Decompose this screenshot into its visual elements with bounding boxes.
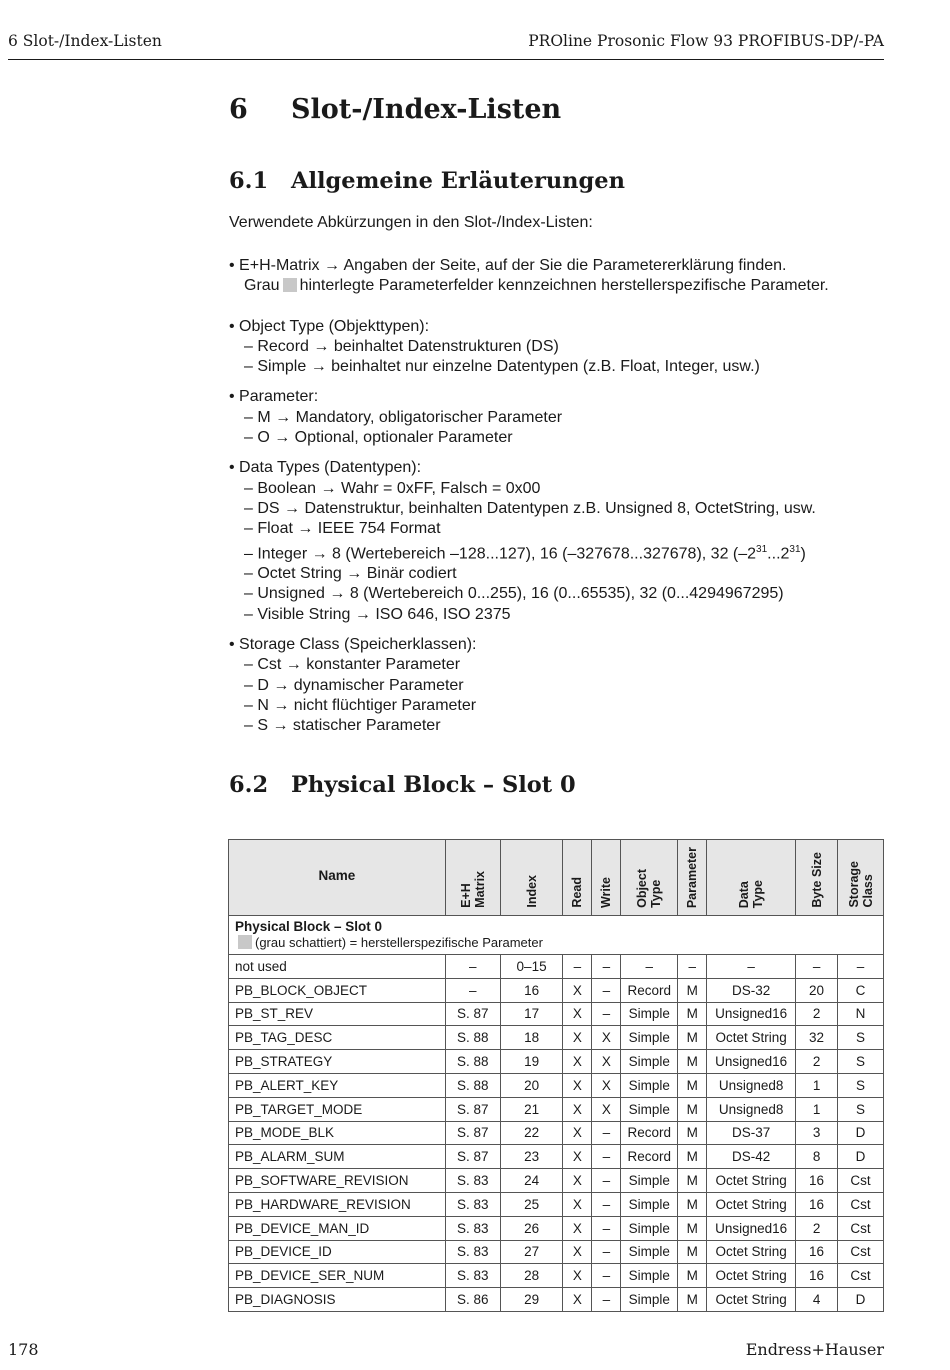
cell-parameter: M — [678, 978, 707, 1002]
section-title-6-2 — [229, 772, 576, 798]
table-section-title: Physical Block – Slot 0 — [235, 919, 383, 934]
table-row — [229, 1050, 884, 1074]
cell-write: X — [592, 1050, 621, 1074]
bullet-title: • Parameter: — [229, 388, 319, 406]
cell-name: PB_DIAGNOSIS — [229, 1288, 446, 1312]
abbreviation-list — [229, 256, 889, 747]
cell-index: 0–15 — [500, 955, 563, 979]
cell-index: 22 — [500, 1121, 563, 1145]
bullet-matrix — [229, 256, 889, 297]
cell-index: 24 — [500, 1169, 563, 1193]
chapter-title — [229, 94, 561, 125]
cell-parameter: – — [678, 955, 707, 979]
bullet-item: – Unsigned → 8 (Wertebereich 0...255), 16 (0...65535), 32 (0...4294967295) — [244, 585, 784, 603]
cell-byte-size: 16 — [796, 1192, 838, 1216]
cell-read: X — [563, 1264, 592, 1288]
bullet-item-integer — [229, 540, 889, 565]
cell-read: X — [563, 1026, 592, 1050]
cell-object-type: Simple — [621, 1097, 678, 1121]
cell-object-type: – — [621, 955, 678, 979]
bullet-title: • Data Types (Datentypen): — [229, 459, 422, 477]
cell-name: PB_BLOCK_OBJECT — [229, 978, 446, 1002]
grau-label: Grau — [244, 277, 280, 295]
intro-text: Verwendete Abkürzungen in den Slot-/Index-Listen: — [229, 214, 593, 231]
col-header-storage-class: Storage Class — [838, 840, 884, 916]
chapter-number: 6 — [229, 94, 248, 125]
cell-parameter: M — [678, 1073, 707, 1097]
cell-data-type: Unsigned8 — [707, 1073, 796, 1097]
bullet-data-types — [229, 458, 889, 625]
cell-object-type: Record — [621, 1145, 678, 1169]
cell-object-type: Simple — [621, 1288, 678, 1312]
cell-storage-class: S — [838, 1050, 884, 1074]
cell-byte-size: 1 — [796, 1073, 838, 1097]
cell-name: PB_MODE_BLK — [229, 1121, 446, 1145]
header-chapter: 6 Slot-/Index-Listen — [8, 32, 162, 50]
section-number: 6.1 — [229, 168, 269, 194]
cell-storage-class: S — [838, 1073, 884, 1097]
bullet-item: – Cst → konstanter Parameter — [244, 656, 461, 674]
header-product: PROline Prosonic Flow 93 PROFIBUS-DP/-PA — [528, 32, 884, 50]
col-header-matrix: E+H Matrix — [445, 840, 500, 916]
cell-byte-size: 8 — [796, 1145, 838, 1169]
integer-prefix: – Integer → 8 (Wertebereich –128...127), 16 (–327678...327678), 32 (–2 — [244, 544, 757, 562]
cell-read: X — [563, 1145, 592, 1169]
cell-write: X — [592, 1026, 621, 1050]
cell-byte-size: 1 — [796, 1097, 838, 1121]
table-row — [229, 1169, 884, 1193]
cell-index: 17 — [500, 1002, 563, 1026]
cell-read: X — [563, 1121, 592, 1145]
cell-storage-class: Cst — [838, 1169, 884, 1193]
bullet-item: – Float → IEEE 754 Format — [244, 520, 441, 538]
bullet-item: – N → nicht flüchtiger Parameter — [244, 696, 477, 714]
cell-matrix: S. 87 — [445, 1145, 500, 1169]
cell-index: 25 — [500, 1192, 563, 1216]
cell-storage-class: – — [838, 955, 884, 979]
cell-data-type: Unsigned16 — [707, 1050, 796, 1074]
cell-byte-size: 16 — [796, 1169, 838, 1193]
col-header-write: Write — [592, 840, 621, 916]
cell-matrix: – — [445, 978, 500, 1002]
cell-write: – — [592, 1216, 621, 1240]
cell-index: 18 — [500, 1026, 563, 1050]
bullet-item: – Octet String → Binär codiert — [244, 565, 457, 583]
col-header-read: Read — [563, 840, 592, 916]
cell-index: 23 — [500, 1145, 563, 1169]
cell-read: X — [563, 1169, 592, 1193]
cell-object-type: Simple — [621, 1169, 678, 1193]
cell-name: PB_STRATEGY — [229, 1050, 446, 1074]
integer-exp1: 31 — [756, 543, 768, 555]
col-header-data-type: Data Type — [707, 840, 796, 916]
cell-index: 26 — [500, 1216, 563, 1240]
cell-data-type: Octet String — [707, 1240, 796, 1264]
section-number: 6.2 — [229, 772, 269, 798]
cell-object-type: Simple — [621, 1073, 678, 1097]
slot-index-table — [228, 839, 884, 1312]
cell-data-type: Unsigned16 — [707, 1002, 796, 1026]
cell-parameter: M — [678, 1192, 707, 1216]
table-row — [229, 1240, 884, 1264]
cell-write: – — [592, 1288, 621, 1312]
cell-data-type: Unsigned16 — [707, 1216, 796, 1240]
cell-name: not used — [229, 955, 446, 979]
cell-matrix: S. 83 — [445, 1216, 500, 1240]
bullet-item: – D → dynamischer Parameter — [244, 676, 464, 694]
col-header-parameter: Parameter — [678, 840, 707, 916]
section-title-6-1 — [229, 168, 625, 194]
cell-matrix: S. 83 — [445, 1169, 500, 1193]
cell-storage-class: Cst — [838, 1216, 884, 1240]
cell-parameter: M — [678, 1288, 707, 1312]
cell-storage-class: D — [838, 1121, 884, 1145]
cell-name: PB_DEVICE_SER_NUM — [229, 1264, 446, 1288]
cell-parameter: M — [678, 1050, 707, 1074]
bullet-item: – Simple → beinhaltet nur einzelne Datentypen (z.B. Float, Integer, usw.) — [244, 358, 760, 376]
cell-byte-size: 16 — [796, 1240, 838, 1264]
col-header-object-type: Object Type — [621, 840, 678, 916]
cell-object-type: Simple — [621, 1264, 678, 1288]
bullet-parameter — [229, 387, 889, 448]
brand-logo: Endress+Hauser — [745, 1340, 884, 1359]
gray-swatch-icon — [238, 935, 252, 949]
cell-matrix: S. 87 — [445, 1121, 500, 1145]
cell-read: X — [563, 1002, 592, 1026]
cell-storage-class: D — [838, 1145, 884, 1169]
cell-parameter: M — [678, 1169, 707, 1193]
table-row — [229, 1145, 884, 1169]
cell-data-type: Octet String — [707, 1192, 796, 1216]
cell-matrix: S. 87 — [445, 1097, 500, 1121]
section-title-text: Allgemeine Erläuterungen — [291, 168, 625, 194]
bullet-item: – O → Optional, optionaler Parameter — [244, 429, 513, 447]
cell-index: 16 — [500, 978, 563, 1002]
cell-matrix: S. 88 — [445, 1026, 500, 1050]
cell-data-type: DS-32 — [707, 978, 796, 1002]
cell-storage-class: S — [838, 1097, 884, 1121]
cell-index: 29 — [500, 1288, 563, 1312]
bullet-storage-class — [229, 635, 889, 736]
cell-matrix: S. 86 — [445, 1288, 500, 1312]
cell-byte-size: – — [796, 955, 838, 979]
table-section-note: (grau schattiert) = herstellerspezifische Parameter — [235, 935, 877, 951]
cell-parameter: M — [678, 1240, 707, 1264]
bullet-title: • Object Type (Objekttypen): — [229, 317, 430, 335]
cell-write: – — [592, 1145, 621, 1169]
cell-name: PB_ALARM_SUM — [229, 1145, 446, 1169]
bullet-item: – Record → beinhaltet Datenstrukturen (DS) — [244, 337, 559, 355]
cell-object-type: Record — [621, 1121, 678, 1145]
table-row — [229, 1288, 884, 1312]
cell-read: X — [563, 1073, 592, 1097]
grau-text: hinterlegte Parameterfelder kennzeichnen herstellerspezifische Parameter. — [299, 277, 829, 295]
chapter-title-text: Slot-/Index-Listen — [291, 94, 562, 125]
bullet-item: – Visible String → ISO 646, ISO 2375 — [244, 605, 511, 623]
cell-index: 28 — [500, 1264, 563, 1288]
cell-data-type: DS-37 — [707, 1121, 796, 1145]
section-title-text: Physical Block – Slot 0 — [291, 772, 576, 798]
cell-object-type: Record — [621, 978, 678, 1002]
cell-write: X — [592, 1073, 621, 1097]
cell-data-type: DS-42 — [707, 1145, 796, 1169]
cell-write: – — [592, 955, 621, 979]
cell-storage-class: Cst — [838, 1240, 884, 1264]
cell-object-type: Simple — [621, 1216, 678, 1240]
cell-byte-size: 2 — [796, 1216, 838, 1240]
cell-name: PB_HARDWARE_REVISION — [229, 1192, 446, 1216]
cell-parameter: M — [678, 1121, 707, 1145]
cell-write: – — [592, 1240, 621, 1264]
cell-write: – — [592, 1002, 621, 1026]
integer-mid: ...2 — [767, 544, 790, 562]
integer-suffix: ) — [800, 544, 806, 562]
cell-byte-size: 32 — [796, 1026, 838, 1050]
cell-name: PB_TAG_DESC — [229, 1026, 446, 1050]
cell-storage-class: N — [838, 1002, 884, 1026]
cell-data-type: Octet String — [707, 1169, 796, 1193]
cell-data-type: Octet String — [707, 1264, 796, 1288]
page-number: 178 — [8, 1340, 39, 1359]
cell-storage-class: S — [838, 1026, 884, 1050]
table-row — [229, 1216, 884, 1240]
cell-byte-size: 3 — [796, 1121, 838, 1145]
table-row — [229, 1097, 884, 1121]
cell-write: – — [592, 978, 621, 1002]
cell-byte-size: 4 — [796, 1288, 838, 1312]
cell-matrix: S. 88 — [445, 1050, 500, 1074]
cell-object-type: Simple — [621, 1240, 678, 1264]
cell-read: X — [563, 1192, 592, 1216]
table-row — [229, 978, 884, 1002]
table-section-row — [229, 916, 884, 955]
cell-byte-size: 20 — [796, 978, 838, 1002]
cell-read: X — [563, 1288, 592, 1312]
cell-matrix: – — [445, 955, 500, 979]
cell-index: 21 — [500, 1097, 563, 1121]
cell-matrix: S. 83 — [445, 1192, 500, 1216]
col-header-name: Name — [229, 840, 446, 916]
cell-byte-size: 16 — [796, 1264, 838, 1288]
cell-parameter: M — [678, 1097, 707, 1121]
table-row — [229, 955, 884, 979]
cell-matrix: S. 83 — [445, 1240, 500, 1264]
integer-exp2: 31 — [789, 543, 801, 555]
cell-index: 20 — [500, 1073, 563, 1097]
bullet-title: • Storage Class (Speicherklassen): — [229, 636, 477, 654]
cell-read: X — [563, 1216, 592, 1240]
cell-parameter: M — [678, 1216, 707, 1240]
cell-read: – — [563, 955, 592, 979]
cell-parameter: M — [678, 1002, 707, 1026]
cell-read: X — [563, 1050, 592, 1074]
cell-object-type: Simple — [621, 1050, 678, 1074]
table-row — [229, 1002, 884, 1026]
cell-data-type: Octet String — [707, 1026, 796, 1050]
bullet-object-type — [229, 317, 889, 378]
cell-object-type: Simple — [621, 1002, 678, 1026]
cell-storage-class: C — [838, 978, 884, 1002]
cell-read: X — [563, 1240, 592, 1264]
cell-object-type: Simple — [621, 1192, 678, 1216]
table-row — [229, 1026, 884, 1050]
cell-name: PB_ST_REV — [229, 1002, 446, 1026]
cell-name: PB_DEVICE_ID — [229, 1240, 446, 1264]
cell-data-type: – — [707, 955, 796, 979]
cell-byte-size: 2 — [796, 1002, 838, 1026]
cell-matrix: S. 88 — [445, 1073, 500, 1097]
bullet-item: – S → statischer Parameter — [244, 717, 441, 735]
cell-object-type: Simple — [621, 1026, 678, 1050]
cell-name: PB_TARGET_MODE — [229, 1097, 446, 1121]
cell-write: X — [592, 1097, 621, 1121]
table-row — [229, 1192, 884, 1216]
cell-data-type: Octet String — [707, 1288, 796, 1312]
cell-storage-class: Cst — [838, 1264, 884, 1288]
bullet-item: – M → Mandatory, obligatorischer Parameter — [244, 408, 563, 426]
cell-name: PB_DEVICE_MAN_ID — [229, 1216, 446, 1240]
cell-read: X — [563, 978, 592, 1002]
page-header — [8, 32, 884, 60]
col-header-index: Index — [500, 840, 563, 916]
bullet-text: • E+H-Matrix → Angaben der Seite, auf der Sie die Parametererklärung finden. — [229, 257, 787, 274]
cell-data-type: Unsigned8 — [707, 1097, 796, 1121]
cell-index: 19 — [500, 1050, 563, 1074]
bullet-item: – DS → Datenstruktur, beinhalten Datentypen z.B. Unsigned 8, OctetString, usw. — [244, 499, 816, 517]
cell-write: – — [592, 1264, 621, 1288]
table-row — [229, 1121, 884, 1145]
cell-name: PB_ALERT_KEY — [229, 1073, 446, 1097]
table-header-row — [229, 840, 884, 916]
cell-write: – — [592, 1169, 621, 1193]
cell-read: X — [563, 1097, 592, 1121]
cell-parameter: M — [678, 1264, 707, 1288]
bullet-subline — [229, 276, 889, 296]
cell-write: – — [592, 1192, 621, 1216]
cell-index: 27 — [500, 1240, 563, 1264]
cell-storage-class: D — [838, 1288, 884, 1312]
bullet-item: – Boolean → Wahr = 0xFF, Falsch = 0x00 — [244, 479, 541, 497]
gray-swatch-icon — [283, 278, 297, 292]
cell-write: – — [592, 1121, 621, 1145]
cell-parameter: M — [678, 1145, 707, 1169]
cell-storage-class: Cst — [838, 1192, 884, 1216]
cell-matrix: S. 87 — [445, 1002, 500, 1026]
cell-name: PB_SOFTWARE_REVISION — [229, 1169, 446, 1193]
table-row — [229, 1073, 884, 1097]
col-header-byte-size: Byte Size — [796, 840, 838, 916]
table-row — [229, 1264, 884, 1288]
cell-parameter: M — [678, 1026, 707, 1050]
cell-matrix: S. 83 — [445, 1264, 500, 1288]
cell-byte-size: 2 — [796, 1050, 838, 1074]
